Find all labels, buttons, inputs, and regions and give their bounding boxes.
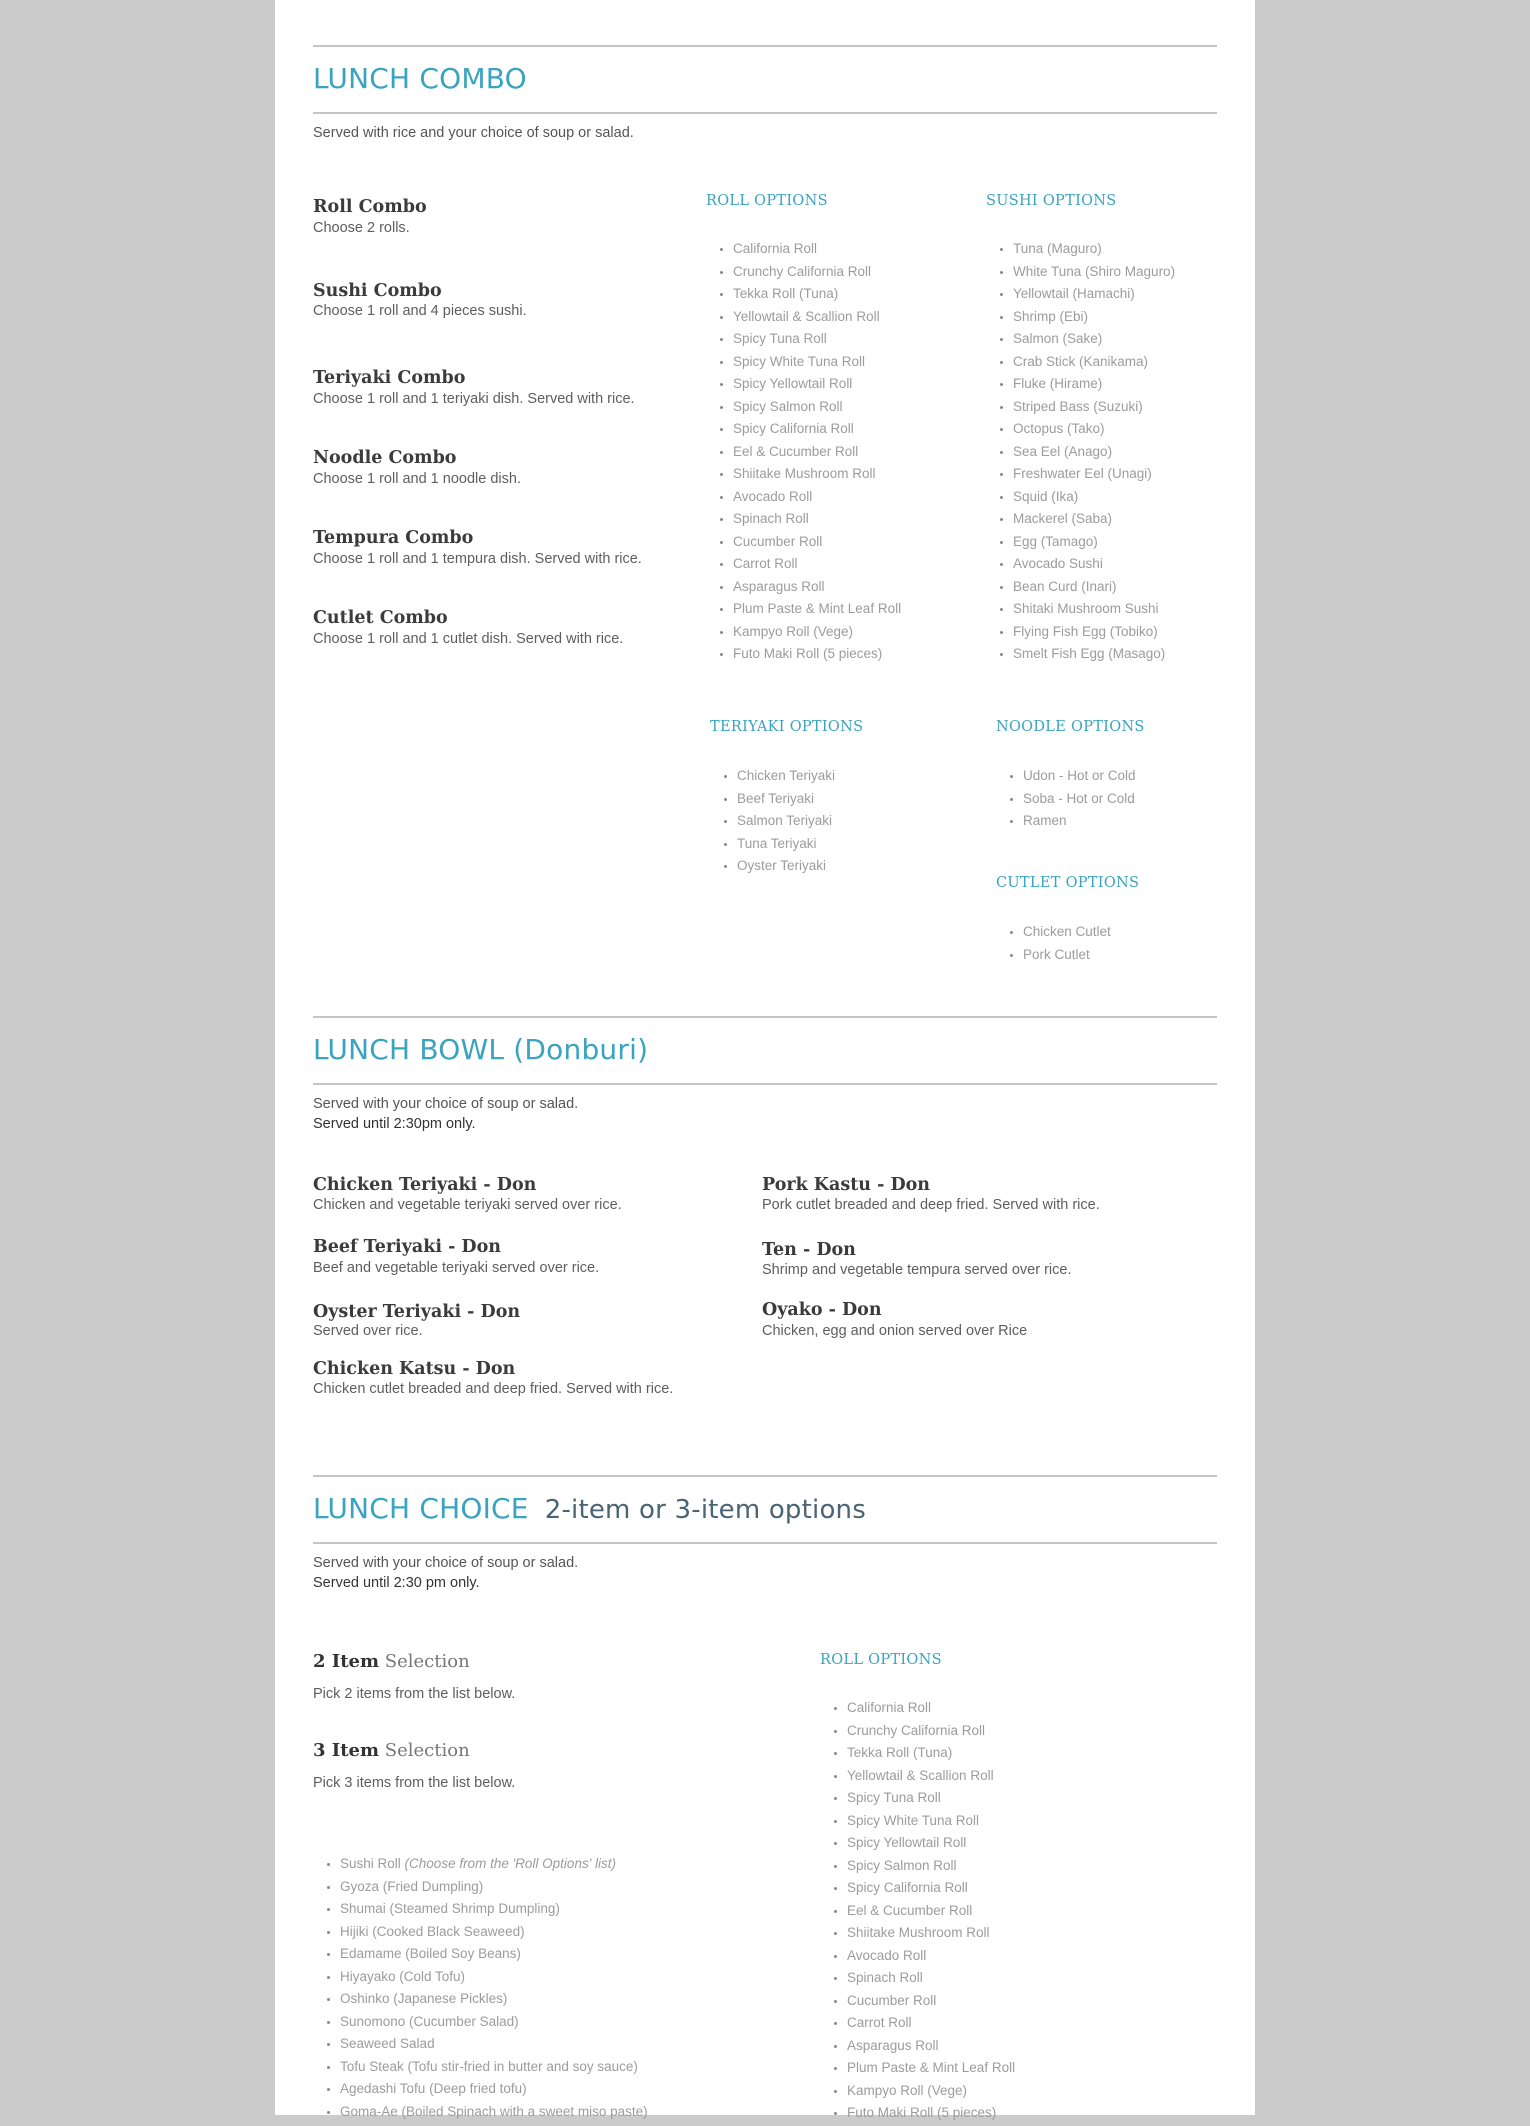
cutlet-options-heading: CUTLET OPTIONS bbox=[996, 875, 1140, 891]
list-item: • Tofu Steak (Tofu stir-fried in butter and soy sauce) bbox=[340, 2056, 648, 2079]
list-item: • Oyster Teriyaki bbox=[737, 855, 835, 878]
item-description: Choose 1 roll and 1 tempura dish. Served with rice. bbox=[313, 551, 642, 567]
list-item: • Kampyo Roll (Vege) bbox=[847, 2080, 1015, 2103]
sushi-roll-label: Sushi Roll bbox=[340, 1856, 401, 1871]
menu-page bbox=[275, 0, 1255, 2120]
list-item: • Bean Curd (Inari) bbox=[1013, 576, 1175, 599]
list-item: • Carrot Roll bbox=[733, 553, 901, 576]
item-description: Choose 1 roll and 1 noodle dish. bbox=[313, 471, 521, 487]
list-item: • Tuna Teriyaki bbox=[737, 833, 835, 856]
list-item: • Cucumber Roll bbox=[847, 1990, 1015, 2013]
list-item: • Spinach Roll bbox=[847, 1967, 1015, 1990]
list-item: • Goma-Ae (Boiled Spinach with a sweet miso paste) bbox=[340, 2101, 648, 2124]
list-item: • Soba - Hot or Cold bbox=[1023, 788, 1136, 811]
list-item: • Avocado Roll bbox=[847, 1945, 1015, 1968]
section-title-lunch-combo: LUNCH COMBO bbox=[313, 62, 527, 95]
item-name: Oyako - Don bbox=[762, 1300, 882, 1320]
list-item bbox=[340, 1853, 648, 1876]
intro-note: Served until 2:30 pm only. bbox=[313, 1575, 480, 1591]
item-description: Choose 1 roll and 1 teriyaki dish. Served with rice. bbox=[313, 391, 635, 407]
list-item: • Asparagus Roll bbox=[733, 576, 901, 599]
list-item: • Spicy Yellowtail Roll bbox=[847, 1832, 1015, 1855]
list-item: • Spicy White Tuna Roll bbox=[847, 1810, 1015, 1833]
list-item: • Pork Cutlet bbox=[1023, 944, 1111, 967]
item-description: Served over rice. bbox=[313, 1323, 423, 1339]
three-item-description: Pick 3 items from the list below. bbox=[313, 1775, 516, 1791]
list-item: • Shiitake Mushroom Roll bbox=[733, 463, 901, 486]
list-item: • Shitaki Mushroom Sushi bbox=[1013, 598, 1175, 621]
list-item: • Spicy Tuna Roll bbox=[847, 1787, 1015, 1810]
list-item: • Shiitake Mushroom Roll bbox=[847, 1922, 1015, 1945]
list-item: • Avocado Sushi bbox=[1013, 553, 1175, 576]
list-item: • Shumai (Steamed Shrimp Dumpling) bbox=[340, 1898, 648, 1921]
item-description: Choose 1 roll and 1 cutlet dish. Served with rice. bbox=[313, 631, 624, 647]
item-name: Roll Combo bbox=[313, 197, 427, 217]
roll-options-heading: ROLL OPTIONS bbox=[820, 1652, 942, 1668]
item-name: Pork Kastu - Don bbox=[762, 1175, 931, 1195]
sushi-options-heading: SUSHI OPTIONS bbox=[986, 193, 1117, 209]
item-description: Chicken cutlet breaded and deep fried. Served with rice. bbox=[313, 1381, 674, 1397]
cutlet-options-list bbox=[996, 921, 1111, 966]
list-item: • Avocado Roll bbox=[733, 486, 901, 509]
selection-count: 3 Item bbox=[313, 1740, 380, 1761]
item-description: Pork cutlet breaded and deep fried. Served with rice. bbox=[762, 1197, 1100, 1213]
list-item: • Futo Maki Roll (5 pieces) bbox=[733, 643, 901, 666]
divider bbox=[313, 45, 1217, 47]
list-item: • Smelt Fish Egg (Masago) bbox=[1013, 643, 1175, 666]
item-name: Noodle Combo bbox=[313, 448, 457, 468]
list-item: • Spicy California Roll bbox=[847, 1877, 1015, 1900]
list-item: • Shrimp (Ebi) bbox=[1013, 306, 1175, 329]
list-item: • Yellowtail (Hamachi) bbox=[1013, 283, 1175, 306]
list-item: • Tuna (Maguro) bbox=[1013, 238, 1175, 261]
intro-text: Served with your choice of soup or salad. bbox=[313, 1096, 579, 1112]
item-name: Sushi Combo bbox=[313, 281, 442, 301]
section-intro bbox=[313, 1553, 578, 1593]
selection-count: 2 Item bbox=[313, 1651, 380, 1672]
list-item: • Beef Teriyaki bbox=[737, 788, 835, 811]
list-item: • Futo Maki Roll (5 pieces) bbox=[847, 2102, 1015, 2125]
choice-items-list bbox=[313, 1853, 648, 2123]
list-item: • Edamame (Boiled Soy Beans) bbox=[340, 1943, 648, 1966]
list-item: • Fluke (Hirame) bbox=[1013, 373, 1175, 396]
list-item: • Egg (Tamago) bbox=[1013, 531, 1175, 554]
list-item: • Yellowtail & Scallion Roll bbox=[733, 306, 901, 329]
list-item: • Crab Stick (Kanikama) bbox=[1013, 351, 1175, 374]
intro-note: Served until 2:30pm only. bbox=[313, 1116, 476, 1132]
teriyaki-options-list bbox=[710, 765, 835, 878]
roll-options-list bbox=[820, 1697, 1015, 2125]
list-item: • Spicy California Roll bbox=[733, 418, 901, 441]
list-item: • Crunchy California Roll bbox=[847, 1720, 1015, 1743]
list-item: • Asparagus Roll bbox=[847, 2035, 1015, 2058]
list-item: • Striped Bass (Suzuki) bbox=[1013, 396, 1175, 419]
divider bbox=[313, 1016, 1217, 1018]
item-name: Tempura Combo bbox=[313, 528, 474, 548]
list-item: • California Roll bbox=[847, 1697, 1015, 1720]
item-description: Beef and vegetable teriyaki served over rice. bbox=[313, 1260, 600, 1276]
list-item: • Agedashi Tofu (Deep fried tofu) bbox=[340, 2078, 648, 2101]
divider bbox=[313, 1542, 1217, 1544]
list-item: • Sunomono (Cucumber Salad) bbox=[340, 2011, 648, 2034]
list-item: • Freshwater Eel (Unagi) bbox=[1013, 463, 1175, 486]
list-item: • Spicy Salmon Roll bbox=[847, 1855, 1015, 1878]
sushi-roll-note: (Choose from the 'Roll Options' list) bbox=[404, 1856, 617, 1871]
list-item: • Plum Paste & Mint Leaf Roll bbox=[847, 2057, 1015, 2080]
list-item: • California Roll bbox=[733, 238, 901, 261]
list-item: • Seaweed Salad bbox=[340, 2033, 648, 2056]
section-subtitle: 2-item or 3-item options bbox=[544, 1495, 866, 1525]
list-item: • Oshinko (Japanese Pickles) bbox=[340, 1988, 648, 2011]
item-name: Chicken Teriyaki - Don bbox=[313, 1175, 537, 1195]
list-item: • Spicy Yellowtail Roll bbox=[733, 373, 901, 396]
list-item: • Chicken Teriyaki bbox=[737, 765, 835, 788]
section-title-lunch-choice bbox=[313, 1492, 866, 1525]
list-item: • White Tuna (Shiro Maguro) bbox=[1013, 261, 1175, 284]
item-description: Shrimp and vegetable tempura served over rice. bbox=[762, 1262, 1072, 1278]
roll-options-heading: ROLL OPTIONS bbox=[706, 193, 828, 209]
divider bbox=[313, 1475, 1217, 1477]
sushi-options-list bbox=[986, 238, 1175, 666]
noodle-options-heading: NOODLE OPTIONS bbox=[996, 719, 1145, 735]
two-item-description: Pick 2 items from the list below. bbox=[313, 1686, 516, 1702]
noodle-options-list bbox=[996, 765, 1136, 833]
item-name: Beef Teriyaki - Don bbox=[313, 1237, 501, 1257]
list-item: • Eel & Cucumber Roll bbox=[847, 1900, 1015, 1923]
item-description: Chicken, egg and onion served over Rice bbox=[762, 1323, 1028, 1339]
list-item: • Ramen bbox=[1023, 810, 1136, 833]
list-item: • Eel & Cucumber Roll bbox=[733, 441, 901, 464]
selection-word: Selection bbox=[384, 1651, 470, 1672]
list-item: • Chicken Cutlet bbox=[1023, 921, 1111, 944]
list-item: • Udon - Hot or Cold bbox=[1023, 765, 1136, 788]
list-item: • Squid (Ika) bbox=[1013, 486, 1175, 509]
item-name: Oyster Teriyaki - Don bbox=[313, 1302, 521, 1322]
list-item: • Carrot Roll bbox=[847, 2012, 1015, 2035]
list-item: • Spicy Tuna Roll bbox=[733, 328, 901, 351]
list-item: • Salmon Teriyaki bbox=[737, 810, 835, 833]
intro-text: Served with your choice of soup or salad. bbox=[313, 1555, 579, 1571]
list-item: • Sea Eel (Anago) bbox=[1013, 441, 1175, 464]
section-title-text: LUNCH CHOICE bbox=[313, 1492, 529, 1525]
list-item: • Gyoza (Fried Dumpling) bbox=[340, 1876, 648, 1899]
list-item: • Tekka Roll (Tuna) bbox=[733, 283, 901, 306]
list-item: • Spicy White Tuna Roll bbox=[733, 351, 901, 374]
divider bbox=[313, 1083, 1217, 1085]
divider bbox=[313, 112, 1217, 114]
item-name: Cutlet Combo bbox=[313, 608, 448, 628]
item-description: Choose 2 rolls. bbox=[313, 220, 410, 236]
list-item: • Cucumber Roll bbox=[733, 531, 901, 554]
list-item: • Flying Fish Egg (Tobiko) bbox=[1013, 621, 1175, 644]
list-item: • Spinach Roll bbox=[733, 508, 901, 531]
list-item: • Octopus (Tako) bbox=[1013, 418, 1175, 441]
list-item: • Mackerel (Saba) bbox=[1013, 508, 1175, 531]
list-item: • Crunchy California Roll bbox=[733, 261, 901, 284]
two-item-selection-title bbox=[313, 1651, 470, 1672]
list-item: • Plum Paste & Mint Leaf Roll bbox=[733, 598, 901, 621]
item-description: Choose 1 roll and 4 pieces sushi. bbox=[313, 303, 527, 319]
roll-options-list bbox=[706, 238, 901, 666]
list-item: • Hijiki (Cooked Black Seaweed) bbox=[340, 1921, 648, 1944]
list-item: • Tekka Roll (Tuna) bbox=[847, 1742, 1015, 1765]
item-name: Ten - Don bbox=[762, 1240, 856, 1260]
item-name: Teriyaki Combo bbox=[313, 368, 466, 388]
list-item: • Hiyayako (Cold Tofu) bbox=[340, 1966, 648, 1989]
selection-word: Selection bbox=[384, 1740, 470, 1761]
item-name: Chicken Katsu - Don bbox=[313, 1359, 516, 1379]
teriyaki-options-heading: TERIYAKI OPTIONS bbox=[710, 719, 864, 735]
item-description: Chicken and vegetable teriyaki served over rice. bbox=[313, 1197, 622, 1213]
section-intro: Served with rice and your choice of soup or salad. bbox=[313, 125, 634, 141]
list-item: • Yellowtail & Scallion Roll bbox=[847, 1765, 1015, 1788]
list-item: • Spicy Salmon Roll bbox=[733, 396, 901, 419]
section-intro bbox=[313, 1094, 578, 1134]
section-title-lunch-bowl: LUNCH BOWL (Donburi) bbox=[313, 1033, 649, 1066]
list-item: • Kampyo Roll (Vege) bbox=[733, 621, 901, 644]
list-item: • Salmon (Sake) bbox=[1013, 328, 1175, 351]
three-item-selection-title bbox=[313, 1740, 470, 1761]
